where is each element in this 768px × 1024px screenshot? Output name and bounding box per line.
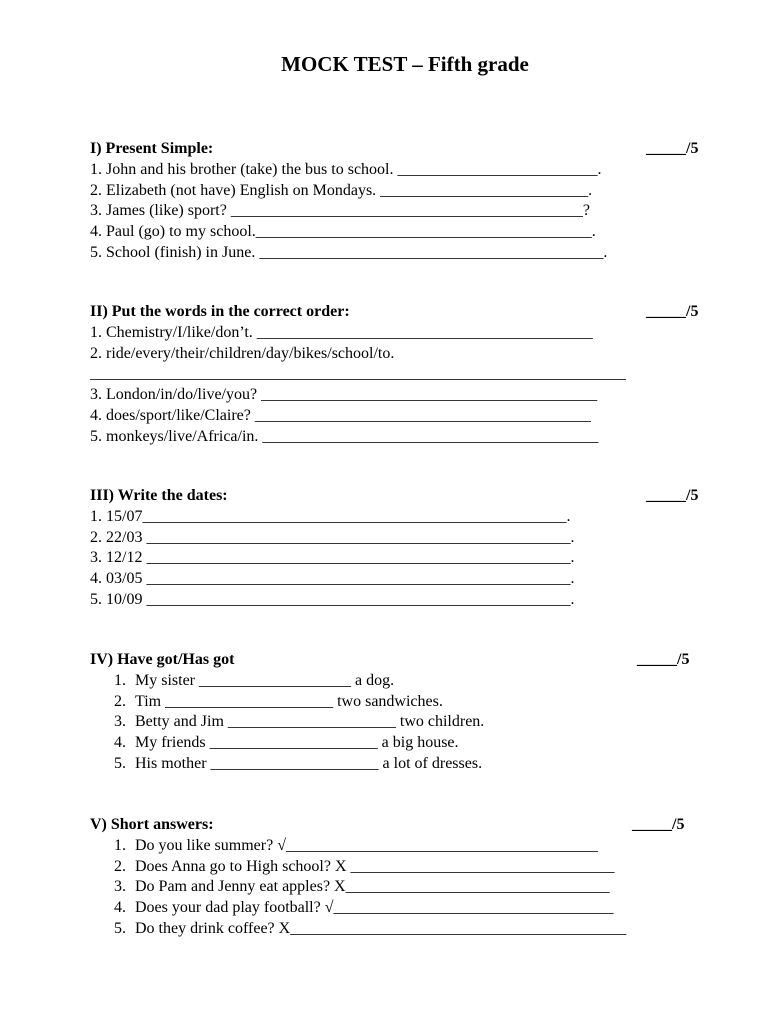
exercise-item: 3. James (like) sport? ____________________________________________? <box>90 202 590 220</box>
list-item <box>90 712 730 733</box>
exercise-item: 5. monkeys/live/Africa/in. __________________________________________ <box>90 427 599 445</box>
item-number: 4. <box>114 899 126 917</box>
exercise-item: 1. 15/07_____________________________________________________. <box>90 507 571 525</box>
section-score: _____/5 <box>632 816 685 833</box>
section-score: _____/5 <box>646 303 699 320</box>
exercise-item: 4. 03/05 _____________________________________________________. <box>90 570 575 588</box>
exercise-item: 3. London/in/do/live/you? __________________________________________ <box>90 386 598 404</box>
exercise-item: 1. Chemistry/I/like/don’t. __________________________________________ <box>90 323 593 341</box>
item-number: 5. <box>114 919 126 937</box>
item-text: Betty and Jim _____________________ two children. <box>135 713 485 731</box>
item-text: Do Pam and Jenny eat apples? X_________________________________ <box>135 878 610 896</box>
item-text: Does your dad play football? √___________________________________ <box>135 899 614 917</box>
section-heading <box>90 650 730 671</box>
item-number: 4. <box>114 734 126 752</box>
section-heading <box>90 815 730 836</box>
section-word-order <box>90 302 730 448</box>
exercise-item: 4. Paul (go) to my school.__________________________________________. <box>90 223 596 241</box>
section-score: _____/5 <box>646 487 699 504</box>
exercise-item: 2. Elizabeth (not have) English on Mondays. __________________________. <box>90 181 593 199</box>
section-heading <box>90 302 730 323</box>
exercise-item: 3. 12/12 _____________________________________________________. <box>90 549 575 567</box>
item-text: Tim _____________________ two sandwiches. <box>135 692 443 710</box>
list-item <box>90 919 730 940</box>
exercise-item: 4. does/sport/like/Claire? __________________________________________ <box>90 406 591 424</box>
section-score: _____/5 <box>637 651 690 668</box>
section-heading <box>90 486 730 507</box>
item-number: 2. <box>114 857 126 875</box>
list-item <box>90 692 730 713</box>
item-text: My friends _____________________ a big house. <box>135 734 459 752</box>
exercise-item: 5. 10/09 _____________________________________________________. <box>90 590 575 608</box>
section-heading-text: IV) Have got/Has got <box>90 651 235 668</box>
page-title: MOCK TEST – Fifth grade <box>281 52 529 76</box>
list-item <box>90 898 730 919</box>
section-heading-text: III) Write the dates: <box>90 487 228 504</box>
item-number: 5. <box>114 754 126 772</box>
section-heading <box>90 139 730 160</box>
exercise-item: 5. School (finish) in June. ___________________________________________. <box>90 243 608 261</box>
item-number: 3. <box>114 713 126 731</box>
exercise-item: 2. 22/03 _____________________________________________________. <box>90 528 575 546</box>
exercise-item: 1. John and his brother (take) the bus to school. _________________________. <box>90 160 602 178</box>
section-heading-text: II) Put the words in the correct order: <box>90 303 350 320</box>
list-item <box>90 754 730 775</box>
exercise-item: 2. ride/every/their/children/day/bikes/school/to. <box>90 344 395 362</box>
item-number: 2. <box>114 692 126 710</box>
item-number: 3. <box>114 878 126 896</box>
item-text: Do they drink coffee? X__________________________________________ <box>135 919 627 937</box>
section-score: _____/5 <box>646 140 699 157</box>
section-heading-text: V) Short answers: <box>90 816 214 833</box>
answer-line: ___________________________________________________________________ <box>90 365 626 383</box>
section-dates <box>90 486 730 611</box>
item-number: 1. <box>114 836 126 854</box>
list-item <box>90 857 730 878</box>
list-item <box>90 836 730 857</box>
list-item <box>90 733 730 754</box>
item-text: Do you like summer? √_______________________________________ <box>135 836 598 854</box>
section-heading-text: I) Present Simple: <box>90 140 214 157</box>
section-short-answers <box>90 815 730 940</box>
item-text: His mother _____________________ a lot of dresses. <box>135 754 483 772</box>
list-item <box>90 877 730 898</box>
list-item <box>90 671 730 692</box>
item-text: My sister ___________________ a dog. <box>135 671 395 689</box>
section-present-simple <box>90 139 730 264</box>
item-text: Does Anna go to High school? X _________________________________ <box>135 857 615 875</box>
item-number: 1. <box>114 671 126 689</box>
section-have-got <box>90 650 730 775</box>
